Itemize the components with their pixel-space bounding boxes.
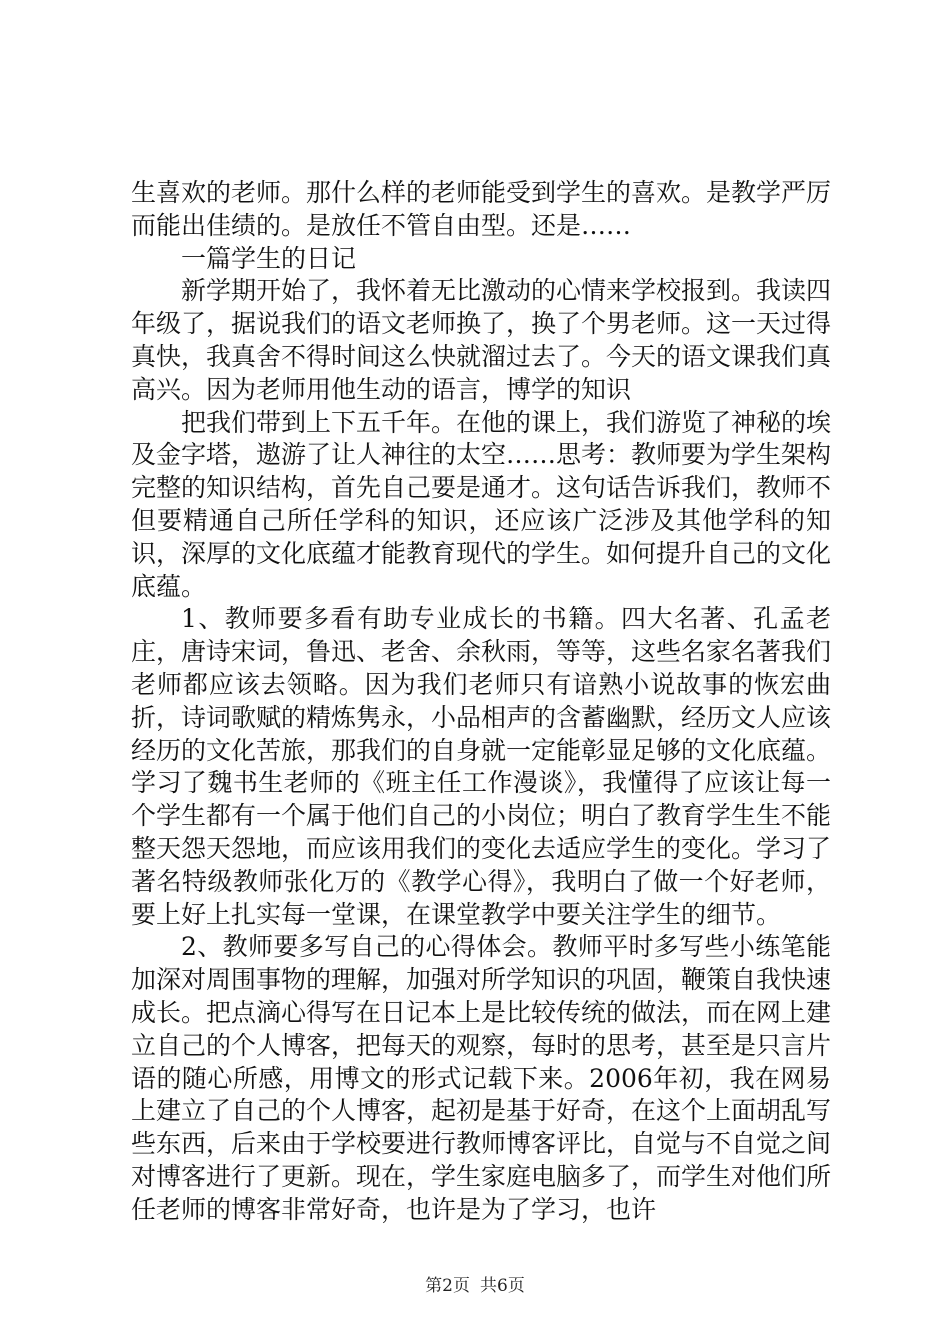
page-number: 第2页 [425, 1276, 470, 1296]
page-footer [0, 1275, 950, 1297]
paragraph-point-1: 1、教师要多看有助专业成长的书籍。四大名著、孔孟老庄，唐诗宋词，鲁迅、老舍、余秋雨，等等，这些名家名著我们老师都应该去领略。因为我们老师只有谙熟小说故事的恢宏曲折，诗词歌赋的精炼隽永，小品相声的含蓄幽默，经历文人应该经历的文化苦旅，那我们的自身就一定能彰显足够的文化底蕴。学习了魏书生老师的《班主任工作漫谈》，我懂得了应该让每一个学生都有一个属于他们自己的小岗位；明白了教育学生生不能整天怨天怨地，而应该用我们的变化去适应学生的变化。学习了著名特级教师张化万的《教学心得》，我明白了做一个好老师，要上好上扎实每一堂课，在课堂教学中要关注学生的细节。 [131, 604, 832, 929]
paragraph-diary-intro: 新学期开始了，我怀着无比激动的心情来学校报到。我读四年级了，据说我们的语文老师换了，换了个男老师。这一天过得真快，我真舍不得时间这么快就溜过去了。今天的语文课我们真高兴。因为老师用他生动的语言，博学的知识 [131, 276, 832, 404]
paragraph-reflection: 把我们带到上下五千年。在他的课上，我们游览了神秘的埃及金字塔，遨游了让人神往的太空……思考：教师要为学生架构完整的知识结构，首先自己要是通才。这句话告诉我们，教师不但要精通自己所任学科的知识，还应该广泛涉及其他学科的知识，深厚的文化底蕴才能教育现代的学生。如何提升自己的文化底蕴。 [131, 407, 832, 601]
paragraph-point-2: 2、教师要多写自己的心得体会。教师平时多写些小练笔能加深对周围事物的理解，加强对所学知识的巩固，鞭策自我快速成长。把点滴心得写在日记本上是比较传统的做法，而在网上建立自己的个人博客，把每天的观察，每时的思考，甚至是只言片语的随心所感，用博文的形式记载下来。2006年初，我在网易上建立了自己的个人博客，起初是基于好奇，在这个上面胡乱写些东西，后来由于学校要进行教师博客评比，自觉与不自觉之间对博客进行了更新。现在，学生家庭电脑多了，而学生对他们所任老师的博客非常好奇，也许是为了学习，也许 [131, 932, 832, 1224]
paragraph-continuation: 生喜欢的老师。那什么样的老师能受到学生的喜欢。是教学严厉而能出佳绩的。是放任不管自由型。还是…… [131, 178, 832, 240]
paragraph-heading-diary: 一篇学生的日记 [181, 243, 357, 273]
document-body [131, 177, 831, 1227]
page-total: 共6页 [480, 1276, 525, 1296]
